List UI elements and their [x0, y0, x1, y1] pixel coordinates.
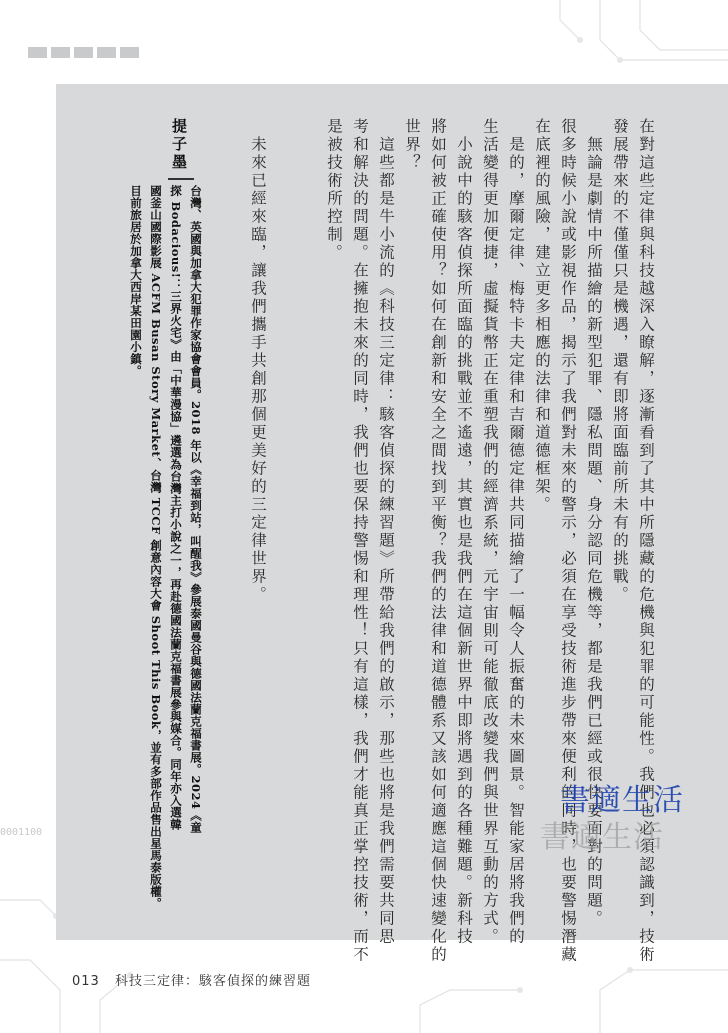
text-column: 是被技術所控制。 — [325, 118, 343, 262]
page-number: 013 — [72, 974, 100, 989]
text-column: 很多時候小說或影視作品，揭示了我們對未來的警示，必須在享受技術進步帶來便利的同時，也要警惕潛藏 — [559, 118, 577, 964]
text-column: 是的，摩爾定律、梅特卡夫定律和吉爾德定律共同描繪了一幅令人振奮的未來圖景。智能家居將我們的 — [507, 118, 525, 946]
binary-code-decoration: 0001100 — [0, 827, 43, 838]
text-column: 未來已經來臨，讓我們攜手共創那個更美好的三定律世界。 — [249, 118, 267, 604]
bio-line: 目前旅居於加拿大西岸某田園小鎮。 — [129, 185, 143, 377]
corner-squares-decoration — [28, 47, 139, 58]
text-column: 發展帶來的不僅僅只是機遇，還有即將面臨前所未有的挑戰。 — [611, 118, 629, 604]
author-divider — [168, 178, 194, 180]
running-title: 科技三定律：駭客偵探的練習題 — [114, 974, 311, 989]
page-footer — [72, 970, 311, 989]
watermark-gray: 書適生活 — [540, 820, 664, 855]
watermark-blue: 書適生活 — [560, 783, 684, 818]
text-column: 這些都是牛小流的《科技三定律：駭客偵探的練習題》所帶給我們的啟示，那些也將是我們需要共同思 — [377, 118, 395, 946]
bio-line: 台灣、英國與加拿大犯罪作家協會會員。2018 年以《幸福到站，叫醒我》參展泰國曼谷與德國法蘭克福書展。2024《童 — [189, 185, 203, 834]
text-column: 生活變得更加便捷，虛擬貨幣正在重塑我們的經濟系統，元宇宙則可能徹底改變我們與世界互動的方式。 — [481, 118, 499, 946]
author-name: 提子墨 — [170, 118, 188, 172]
text-column: 將如何被正確使用？如何在創新和安全之間找到平衡？我們的法律和道德體系又該如何適應這個快速變化的 — [429, 118, 447, 964]
bio-line: 國釜山國際影展 ACFM Busan Story Market、台灣 TCCF 創意內容大會 Shoot This Book，並有多部作品售出星馬泰版權。 — [149, 185, 163, 910]
text-column: 小說中的駭客偵探所面臨的挑戰並不遙遠，其實也是我們在這個新世界中即將遇到的各種難題。新科技 — [455, 118, 473, 946]
text-column: 在對這些定律與科技越深入瞭解，逐漸看到了其中所隱藏的危機與犯罪的可能性。我們也必須認識到，技術 — [637, 118, 655, 964]
text-column: 世界？ — [403, 118, 421, 172]
bio-line: 探 Bodacious!：三界火宅》由「中華漫協」遴選為台灣主打小說之一，再赴德國法蘭克福書展參與媒合。同年亦入選韓 — [169, 185, 183, 831]
text-column: 考和解決的問題。在擁抱未來的同時，我們也要保持警惕和理性！只有這樣，我們才能真正掌控技術，而不 — [351, 118, 369, 964]
text-column: 無論是劇情中所描繪的新型犯罪、隱私問題、身分認同危機等，都是我們已經或很快要面對的問題。 — [585, 118, 603, 928]
text-column: 在底裡的風險，建立更多相應的法律和道德框架。 — [533, 118, 551, 514]
